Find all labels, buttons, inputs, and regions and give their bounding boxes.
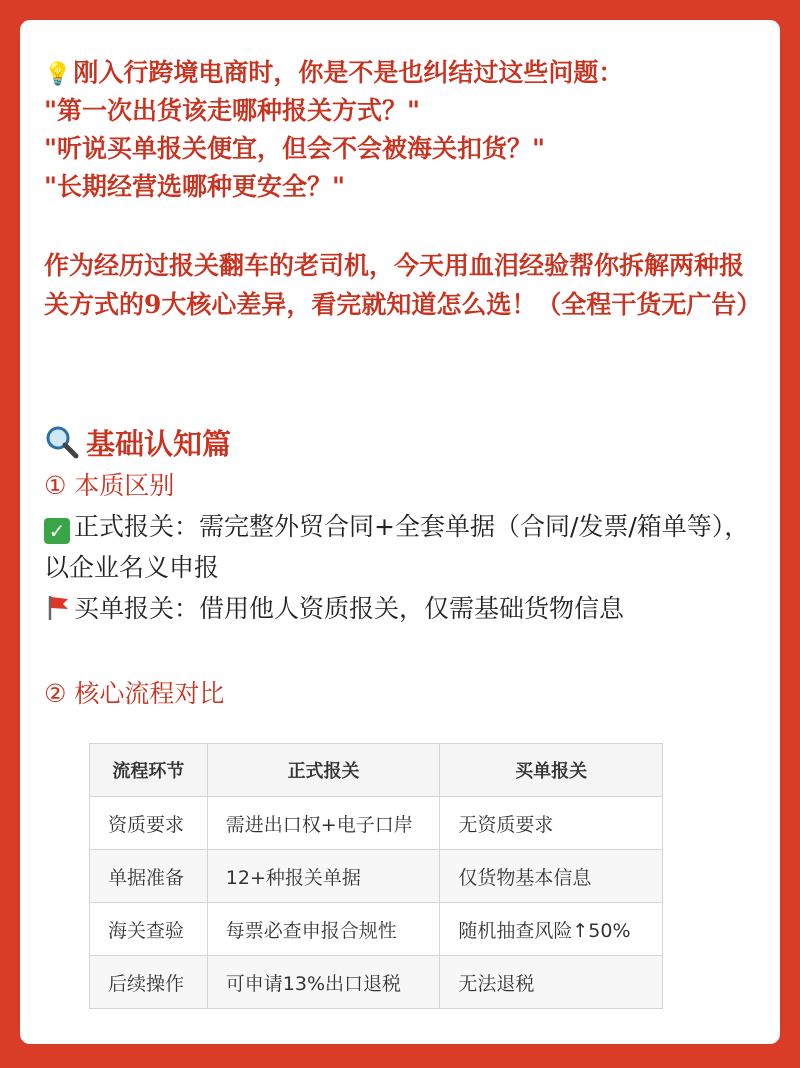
essence-subtitle: ① 本质区别 — [44, 471, 175, 500]
formal-label: 正式报关： — [74, 512, 200, 541]
table-cell: 单据准备 — [90, 850, 208, 903]
table-header-cell: 流程环节 — [90, 744, 208, 797]
buy-description — [44, 588, 764, 629]
process-subtitle: ② 核心流程对比 — [44, 679, 225, 708]
essence-block — [44, 466, 764, 629]
table-cell: 后续操作 — [90, 956, 208, 1009]
formal-description — [44, 506, 764, 588]
table-row — [90, 956, 663, 1009]
table-cell: 需进出口权+电子口岸 — [207, 797, 440, 850]
table-row — [90, 850, 663, 903]
table-row — [90, 903, 663, 956]
table-cell: 无资质要求 — [440, 797, 663, 850]
content-card — [20, 20, 780, 1044]
buy-label: 买单报关： — [74, 594, 200, 623]
table-cell: 可申请13%出口退税 — [207, 956, 440, 1009]
table-cell: 仅货物基本信息 — [440, 850, 663, 903]
question-3: "长期经营选哪种更安全？" — [44, 172, 346, 201]
table-cell: 每票必查申报合规性 — [207, 903, 440, 956]
table-cell: 海关查验 — [90, 903, 208, 956]
table-cell: 无法退税 — [440, 956, 663, 1009]
table-header-cell: 买单报关 — [440, 744, 663, 797]
table-cell: 随机抽查风险↑50% — [440, 903, 663, 956]
intro-paragraph: 作为经历过报关翻车的老司机，今天用血泪经验帮你拆解两种报关方式的9大核心差异，看完就知道怎么选！（全程干货无广告） — [44, 251, 762, 319]
red-flag-icon — [44, 593, 72, 621]
section-title: 基础认知篇 — [44, 423, 231, 465]
question-1: "第一次出货该走哪种报关方式？" — [44, 96, 421, 125]
table-cell: 12+种报关单据 — [207, 850, 440, 903]
light-bulb-icon: 💡 — [44, 61, 72, 87]
table-header-row — [90, 744, 663, 797]
check-icon: ✓ — [44, 518, 70, 544]
table-row — [90, 797, 663, 850]
table-header-cell: 正式报关 — [207, 744, 440, 797]
formal-text: 需完整外贸合同+全套单据（合同/发票/箱单等），以企业名义申报 — [44, 512, 750, 582]
intro-block — [44, 54, 764, 324]
magnifier-icon — [44, 424, 80, 460]
intro-line: 💡刚入行跨境电商时，你是不是也纠结过这些问题： — [44, 54, 764, 92]
question-2: "听说买单报关便宜，但会不会被海关扣货？" — [44, 134, 546, 163]
buy-text: 借用他人资质报关，仅需基础货物信息 — [199, 594, 625, 623]
table-cell: 资质要求 — [90, 797, 208, 850]
comparison-table — [89, 743, 663, 1009]
